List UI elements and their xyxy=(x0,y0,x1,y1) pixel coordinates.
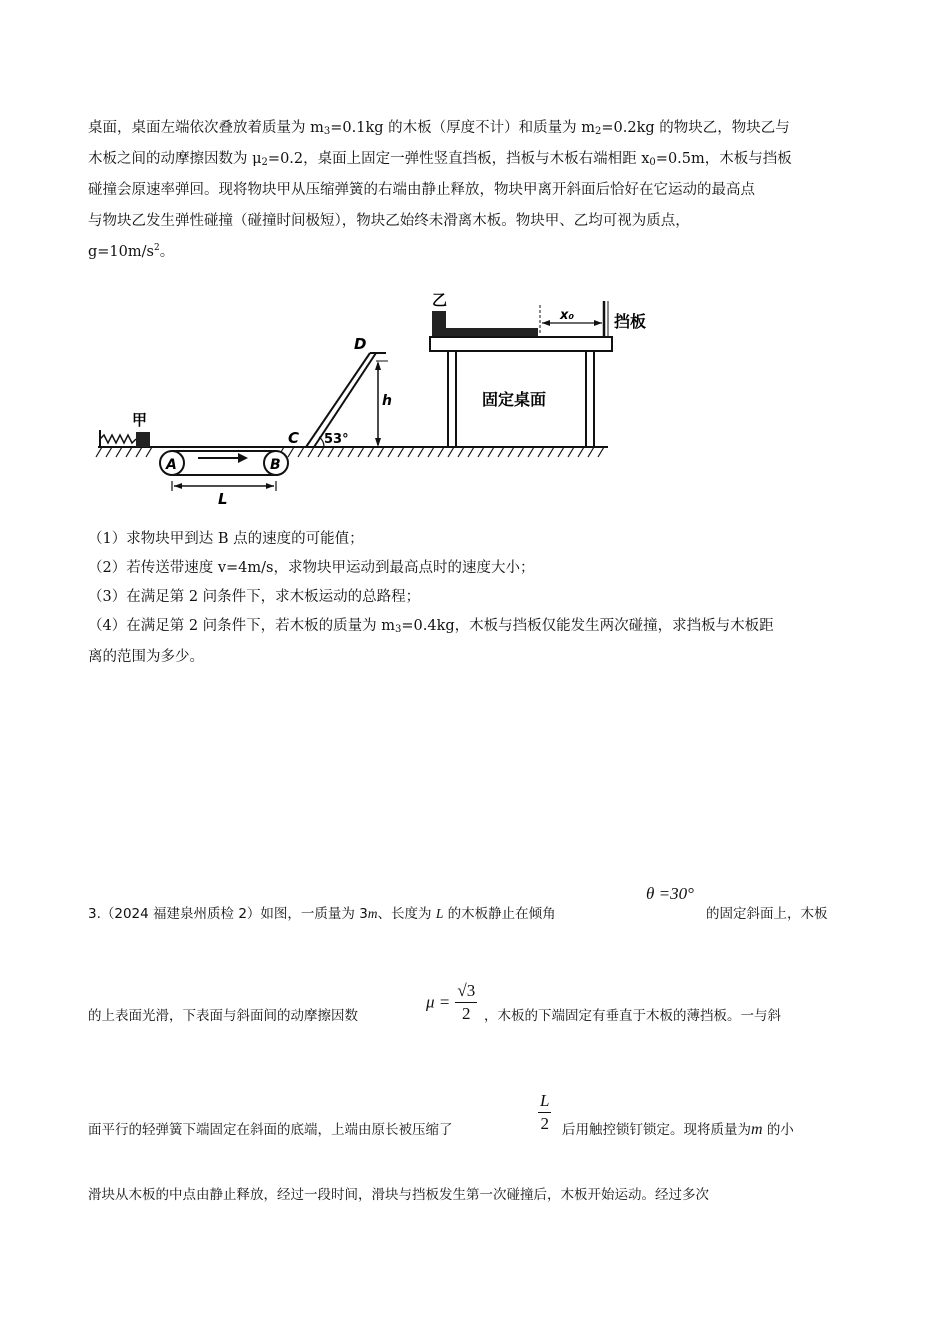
block-yi xyxy=(432,311,446,329)
text: =0.5m，木板与挡板 xyxy=(655,151,792,167)
physics-diagram xyxy=(88,275,668,515)
superscript: 2 xyxy=(153,243,160,253)
problem3-line-2-end: ，木板的下端固定有垂直于木板的薄挡板。一与斜 xyxy=(484,1008,781,1024)
label-jia: 甲 xyxy=(132,411,148,429)
fraction-numerator: √3 xyxy=(455,980,477,1003)
conveyor-belt xyxy=(160,451,288,475)
text: 后用触控锁钉锁定。现将质量为 xyxy=(562,1122,751,1138)
block-jia xyxy=(136,432,150,447)
subscript: 3 xyxy=(395,624,402,635)
problem3-line-4: 滑块从木板的中点由静止释放，经过一段时间，滑块与挡板发生第一次碰撞后，木板开始运动。经过多次 xyxy=(88,1187,709,1203)
arrow-head xyxy=(238,453,248,463)
question-2: （2）若传送带速度 v=4m/s，求物块甲运动到最高点时的速度大小； xyxy=(88,560,535,576)
text: 的木板静止在倾角 xyxy=(443,906,556,922)
math-m: m xyxy=(751,1121,763,1138)
text: =0.2，桌面上固定一弹性竖直挡板，挡板与木板右端相距 x xyxy=(267,151,650,167)
question-4-line-2: 离的范围为多少。 xyxy=(88,649,204,665)
subscript: 2 xyxy=(261,157,268,168)
mu-formula xyxy=(426,980,477,1025)
label-h: h xyxy=(382,393,392,409)
spring xyxy=(100,435,136,443)
label-x0: x₀ xyxy=(560,308,575,323)
subscript: 2 xyxy=(594,126,602,137)
fraction-denominator: 2 xyxy=(540,1114,549,1133)
text: 、长度为 xyxy=(377,906,436,922)
question-1: （1）求物块甲到达 B 点的速度的可能值； xyxy=(88,531,364,547)
text: 木板之间的动摩擦因数为 μ xyxy=(88,151,262,167)
text: 3.（2024 福建泉州质检 2）如图，一质量为 3 xyxy=(88,906,368,922)
subscript: 3 xyxy=(323,126,331,137)
question-3: （3）在满足第 2 问条件下，求木板运动的总路程； xyxy=(88,589,421,605)
intro-line-1 xyxy=(88,116,790,137)
subscript: 0 xyxy=(649,157,656,168)
intro-line-5 xyxy=(88,240,174,261)
label-L: L xyxy=(218,490,228,508)
problem3-line-3: 面平行的轻弹簧下端固定在斜面的底端，上端由原长被压缩了 xyxy=(88,1122,453,1138)
problem3-line-2: 的上表面光滑，下表面与斜面间的动摩擦因数 xyxy=(88,1008,358,1024)
math-m: m xyxy=(367,906,378,921)
theta-formula: θ =30° xyxy=(646,884,694,903)
fraction-denominator: 2 xyxy=(462,1004,471,1023)
mu-symbol: μ = xyxy=(426,992,451,1012)
label-D: D xyxy=(354,335,367,353)
text: =0.4kg，木板与挡板仅能发生两次碰撞，求挡板与木板距 xyxy=(401,618,774,634)
text: 。 xyxy=(159,244,175,260)
label-yi: 乙 xyxy=(432,291,448,309)
problem3-line-1 xyxy=(88,902,556,922)
text: 的小 xyxy=(762,1122,794,1138)
question-4 xyxy=(88,614,774,635)
fraction-numerator: L xyxy=(538,1090,551,1113)
plank xyxy=(432,328,538,336)
label-C: C xyxy=(288,429,300,447)
L-over-2-fraction xyxy=(538,1090,551,1135)
text: =0.1kg 的木板（厚度不计）和质量为 m xyxy=(330,120,595,136)
text: 桌面，桌面左端依次叠放着质量为 m xyxy=(88,120,324,136)
intro-line-4: 与物块乙发生弹性碰撞（碰撞时间极短），物块乙始终未滑离木板。物块甲、乙均可视为质点， xyxy=(88,213,690,229)
label-A: A xyxy=(166,457,177,473)
intro-line-2 xyxy=(88,147,792,168)
text: （4）在满足第 2 问条件下，若木板的质量为 m xyxy=(88,618,396,634)
table-top xyxy=(430,337,612,351)
label-table: 固定桌面 xyxy=(482,390,547,409)
label-baffle: 挡板 xyxy=(614,312,647,331)
mu-fraction xyxy=(455,980,477,1025)
problem3-line-3-end xyxy=(562,1118,794,1139)
label-B: B xyxy=(270,457,281,473)
problem3-line-1-end: 的固定斜面上，木板 xyxy=(706,906,828,922)
text: =0.2kg 的物块乙，物块乙与 xyxy=(601,120,790,136)
math-L: L xyxy=(435,906,444,921)
fraction xyxy=(538,1090,551,1135)
label-angle: 53° xyxy=(324,432,349,447)
intro-line-3: 碰撞会原速率弹回。现将物块甲从压缩弹簧的右端由静止释放，物块甲离开斜面后恰好在它运动的最高点 xyxy=(88,182,755,198)
text: g=10m/s xyxy=(88,244,154,260)
